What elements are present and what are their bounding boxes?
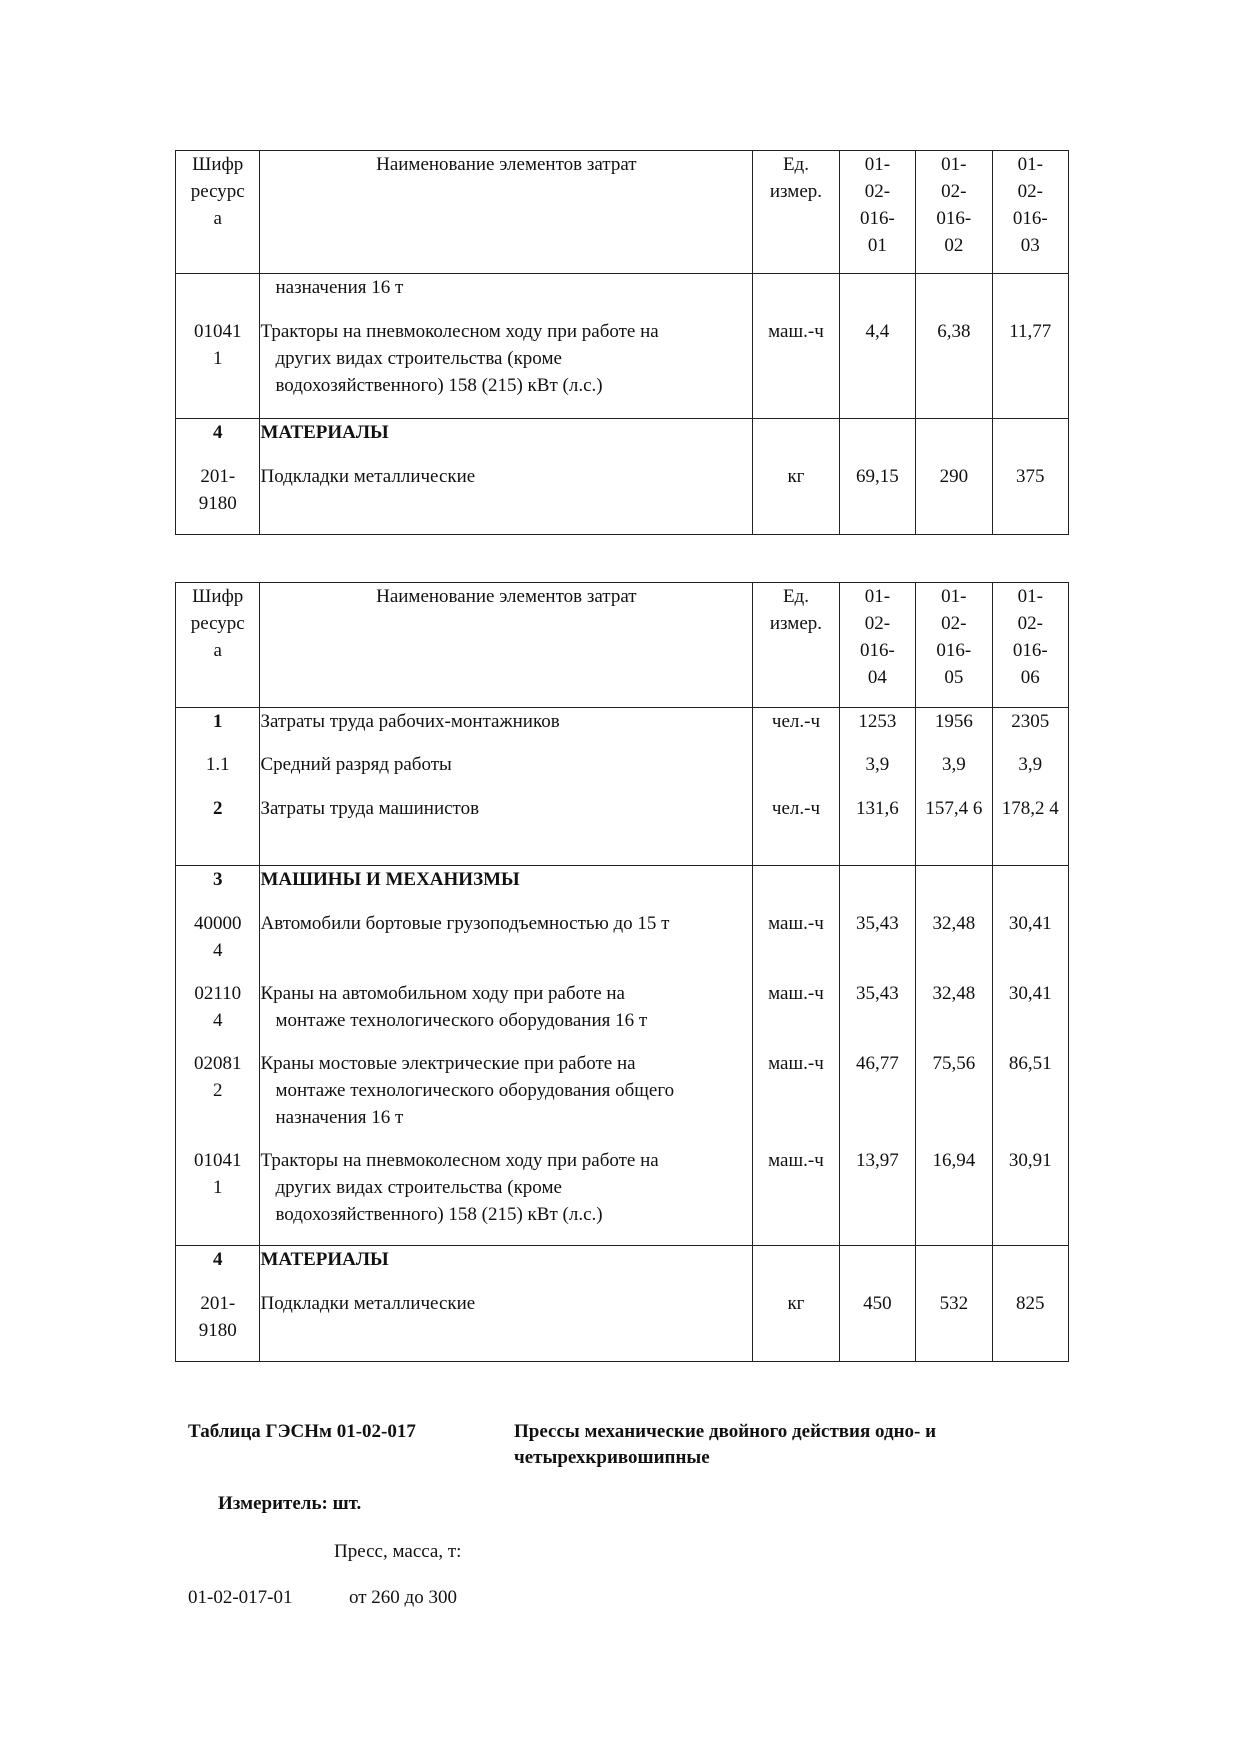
norms-table-1 [175,150,1069,535]
header-col-line: 02- [941,613,967,634]
cell-name-line: водохозяйственного) 158 (215) кВт (л.с.) [275,1203,603,1225]
header-col-line: 05 [944,667,964,688]
cell-code-line: 40000 [193,912,242,934]
cell-code-line: 9180 [198,492,237,514]
cell-value [839,274,915,318]
cell-unit [753,274,839,318]
cell-code-line: 01041 [193,1149,242,1171]
cell-code-line: 02110 [194,982,242,1004]
cell-value: 30,91 [992,1147,1068,1246]
cell-value: 75,56 [916,1050,992,1147]
header-col-line: 06 [1020,667,1040,688]
cell-code: 1.1 [176,751,260,795]
header-col-line: 016- [1012,640,1048,661]
cell-value [992,866,1068,910]
header-col-line: 016- [936,640,972,661]
header-unit-line: Ед. [782,586,809,607]
cell-code-line: 1 [212,347,223,369]
cell-value: 13,97 [839,1147,915,1246]
cell-code-line: 2 [212,1079,223,1101]
cell-code: 4 [176,419,260,463]
header-col-line: 02 [944,235,964,256]
table-row [176,274,1069,318]
section-heading: МАШИНЫ И МЕХАНИЗМЫ [260,866,753,910]
header-col-line: 02- [1017,613,1043,634]
cell-name: Средний разряд работы [260,751,753,795]
cell-unit: кг [753,463,839,535]
cell-value [992,419,1068,463]
header-col-line: 016- [859,208,895,229]
header-name: Наименование элементов затрат [260,583,753,708]
header-col-line: 016- [859,640,895,661]
header-col-line: 02- [864,181,891,202]
cell-name-line: других видах строительства (кроме [275,1176,562,1198]
cell-name-line: Краны мостовые электрические при работе на [260,1052,636,1074]
header-unit-line: измер. [769,181,823,202]
cell-name-line: монтаже технологического оборудования общего [275,1079,675,1101]
cell-value: 11,77 [992,318,1068,419]
cell-value [992,1246,1068,1290]
table-section-row [176,419,1069,463]
cell-code-line: 9180 [198,1319,237,1341]
cell-name: Подкладки металлические [260,1290,753,1362]
table-row [176,318,1069,419]
cell-unit: маш.-ч [753,1147,839,1246]
cell-value [839,419,915,463]
cell-value [839,866,915,910]
cell-unit: чел.-ч [753,795,839,866]
table-header-row [176,583,1069,708]
cell-value: 157,4 6 [916,795,992,866]
cell-code-line: 4 [212,1009,223,1031]
cell-value: 1253 [839,708,915,751]
cell-name: Затраты труда рабочих-монтажников [260,708,753,751]
cell-name-line: Тракторы на пневмоколесном ходу при работе на [260,1149,659,1171]
cell-value: 2305 [992,708,1068,751]
cell-code [176,1050,260,1147]
header-unit-line: измер. [769,613,823,634]
cell-code [176,274,260,318]
header-col-1 [839,583,915,708]
cell-code-line: 1 [212,1176,223,1198]
cell-value: 532 [916,1290,992,1362]
cell-name-line: монтаже технологического оборудования 16 т [275,1009,648,1031]
table-row [176,1290,1069,1362]
cell-code: 3 [176,866,260,910]
cell-value [916,419,992,463]
param-label: Пресс, масса, т: [334,1541,462,1562]
header-code-line: Шифр [192,586,244,607]
item-description: от 260 до 300 [349,1587,457,1608]
header-unit [753,583,839,708]
header-col-line: 04 [867,667,887,688]
table-row [176,463,1069,535]
cell-value: 32,48 [916,980,992,1050]
cell-unit [753,419,839,463]
cell-value: 6,38 [916,318,992,419]
header-col-line: 02- [941,181,967,202]
cell-value: 30,41 [992,910,1068,980]
cell-unit: кг [753,1290,839,1362]
cell-value: 46,77 [839,1050,915,1147]
header-col-line: 02- [864,613,891,634]
table-title-line-2: четырехкривошипные [514,1447,710,1468]
cell-code-line: 02081 [193,1052,242,1074]
header-code-line: ресурс [190,181,245,202]
cell-code [176,1290,260,1362]
cell-name [260,1050,753,1147]
cell-name-line: Тракторы на пневмоколесном ходу при работе на [260,320,659,342]
table-header-row [176,151,1069,274]
cell-name-line: назначения 16 т [275,1106,404,1128]
table-row [176,910,1069,980]
header-code [176,583,260,708]
header-col-line: 016- [1012,208,1048,229]
header-col-line: 01- [941,586,967,607]
cell-value: 69,15 [839,463,915,535]
cell-unit: чел.-ч [753,708,839,751]
cell-code: 2 [176,795,260,866]
cell-code [176,1147,260,1246]
header-col-line: 01- [941,154,967,175]
cell-code-line: 01041 [193,320,242,342]
cell-value: 450 [839,1290,915,1362]
cell-value: 32,48 [916,910,992,980]
header-code [176,151,260,274]
table-title-line-1: Прессы механические двойного действия одно- и [514,1421,937,1442]
table-section-row [176,1246,1069,1290]
cell-value: 16,94 [916,1147,992,1246]
cell-name: Автомобили бортовые грузоподъемностью до 15 т [260,910,753,980]
header-col-1 [839,151,915,274]
cell-unit [753,1246,839,1290]
cell-unit: маш.-ч [753,980,839,1050]
cell-value: 3,9 [916,751,992,795]
section-heading: МАТЕРИАЛЫ [260,1246,753,1290]
meter-label: Измеритель: шт. [218,1493,362,1514]
cell-value: 3,9 [992,751,1068,795]
header-col-3 [992,583,1068,708]
cell-code-line: 4 [212,939,223,961]
table-row [176,1050,1069,1147]
table-row [176,1147,1069,1246]
cell-value: 35,43 [839,980,915,1050]
cell-code [176,318,260,419]
cell-name [260,980,753,1050]
cell-name: Затраты труда машинистов [260,795,753,866]
cell-value [992,274,1068,318]
section-heading: МАТЕРИАЛЫ [260,419,753,463]
cell-value: 3,9 [839,751,915,795]
cell-value: 1956 [916,708,992,751]
header-col-line: 01- [864,586,891,607]
cell-name [260,318,753,419]
cell-name-line: назначения 16 т [275,277,404,298]
item-code: 01-02-017-01 [188,1587,293,1608]
cell-code: 1 [176,708,260,751]
cell-name [260,274,753,318]
norms-table-2 [175,582,1069,1362]
header-col-line: 01- [864,154,891,175]
header-col-line: 016- [936,208,972,229]
cell-value: 178,2 4 [992,795,1068,866]
cell-value: 86,51 [992,1050,1068,1147]
header-unit-line: Ед. [782,154,809,175]
cell-value [916,866,992,910]
cell-code-line: 201- [200,465,236,487]
cell-value: 290 [916,463,992,535]
cell-name: Подкладки металлические [260,463,753,535]
header-col-3 [992,151,1068,274]
header-col-line: 01 [867,235,887,256]
header-col-line: 01- [1017,154,1043,175]
cell-code-line: 201- [200,1292,236,1314]
cell-name-line: Краны на автомобильном ходу при работе на [260,982,625,1004]
cell-code [176,910,260,980]
cell-code [176,980,260,1050]
table-row [176,980,1069,1050]
header-col-2 [916,151,992,274]
table-row [176,708,1069,751]
header-code-line: а [213,208,222,229]
cell-value [916,1246,992,1290]
table-label: Таблица ГЭСНм 01-02-017 [188,1421,416,1442]
cell-value [839,1246,915,1290]
cell-unit [753,751,839,795]
cell-name-line: водохозяйственного) 158 (215) кВт (л.с.) [275,374,603,396]
cell-value: 30,41 [992,980,1068,1050]
cell-unit [753,866,839,910]
cell-unit: маш.-ч [753,1050,839,1147]
cell-code: 4 [176,1246,260,1290]
cell-value [916,274,992,318]
header-unit [753,151,839,274]
header-code-line: ресурс [190,613,245,634]
cell-name-line: других видах строительства (кроме [275,347,562,369]
header-code-line: Шифр [192,154,244,175]
cell-value: 825 [992,1290,1068,1362]
cell-code [176,463,260,535]
header-col-2 [916,583,992,708]
cell-value: 375 [992,463,1068,535]
header-code-line: а [213,640,222,661]
cell-value: 131,6 [839,795,915,866]
cell-value: 35,43 [839,910,915,980]
table-row [176,751,1069,795]
cell-unit: маш.-ч [753,318,839,419]
header-col-line: 03 [1020,235,1040,256]
header-col-line: 01- [1017,586,1043,607]
header-name: Наименование элементов затрат [260,151,753,274]
cell-name [260,1147,753,1246]
cell-unit: маш.-ч [753,910,839,980]
header-col-line: 02- [1017,181,1043,202]
table-row [176,795,1069,866]
table-section-row [176,866,1069,910]
cell-value: 4,4 [839,318,915,419]
